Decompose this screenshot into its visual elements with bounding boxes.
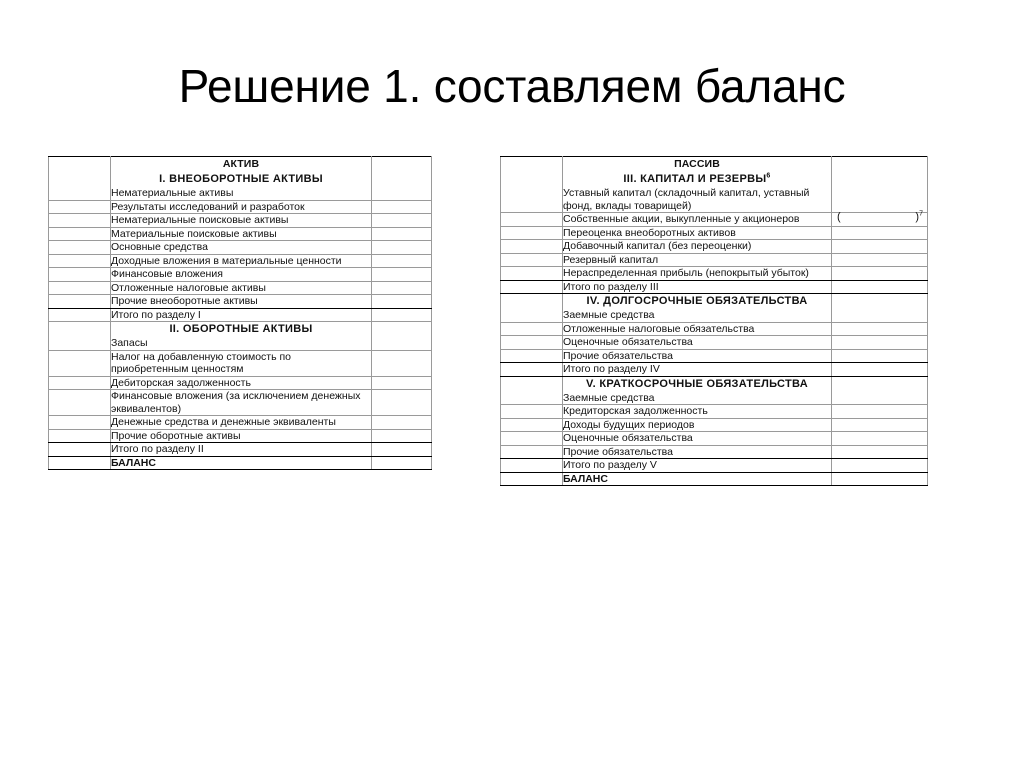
section-total-label: Итого по разделу V [563, 459, 657, 471]
value-cell[interactable] [372, 281, 432, 295]
line-item-label: Нераспределенная прибыль (непокрытый убыток) [563, 267, 809, 279]
code-cell [49, 376, 111, 390]
value-cell[interactable] [372, 350, 432, 376]
line-item-cell [111, 281, 372, 295]
value-cell[interactable] [372, 295, 432, 309]
table-row [501, 445, 928, 459]
value-cell[interactable] [372, 429, 432, 443]
value-cell[interactable] [832, 157, 928, 213]
code-cell [49, 200, 111, 214]
table-row [49, 416, 432, 430]
value-cell[interactable] [832, 226, 928, 240]
value-cell[interactable] [372, 322, 432, 351]
table-row [49, 254, 432, 268]
liability-table-heading: ПАССИВ [674, 158, 720, 170]
value-cell[interactable] [832, 376, 928, 405]
line-item-label: Основные средства [111, 241, 208, 253]
table-row [501, 405, 928, 419]
code-cell [501, 253, 563, 267]
table-row-total [501, 363, 928, 377]
line-item-cell [111, 227, 372, 241]
table-row [501, 432, 928, 446]
line-item-label: Переоценка внеоборотных активов [563, 226, 736, 239]
table-row [49, 241, 432, 255]
code-cell [501, 294, 563, 323]
line-item-cell [111, 390, 372, 416]
asset-table-heading: АКТИВ [222, 158, 260, 170]
code-cell [501, 376, 563, 405]
section-total-label: Итого по разделу I [111, 308, 201, 321]
line-item-label: Доходы будущих периодов [563, 418, 695, 431]
line-item-label: Прочие внеоборотные активы [111, 295, 258, 307]
line-item-label: Материальные поисковые активы [111, 227, 277, 240]
code-cell [501, 336, 563, 350]
code-cell [49, 456, 111, 470]
value-cell[interactable] [372, 443, 432, 457]
section-total-cell [563, 363, 832, 377]
line-item-cell [111, 350, 372, 376]
line-item-label: Кредиторская задолженность [563, 405, 708, 417]
line-item-label: Нематериальные активы [111, 187, 234, 199]
section-header-cell [111, 157, 372, 201]
table-row [501, 418, 928, 432]
page-title: Решение 1. составляем баланс [178, 60, 846, 112]
value-cell[interactable] [832, 418, 928, 432]
code-cell [49, 416, 111, 430]
code-cell [49, 429, 111, 443]
section-total-cell [563, 280, 832, 294]
value-cell[interactable] [372, 376, 432, 390]
value-cell-bracketed[interactable] [832, 210, 928, 227]
line-item-label: Резервный капитал [563, 253, 659, 266]
line-item-label: Оценочные обязательства [563, 336, 693, 348]
line-item-label: Отложенные налоговые обязательства [563, 322, 755, 335]
line-item-cell [563, 349, 832, 363]
line-item-label: Денежные средства и денежные эквиваленты [111, 416, 336, 428]
line-item-label: Прочие обязательства [563, 349, 673, 362]
value-cell[interactable] [372, 416, 432, 430]
line-item-cell [563, 445, 832, 459]
value-cell[interactable] [372, 214, 432, 228]
line-item-cell [563, 267, 832, 281]
line-item-label: Отложенные налоговые активы [111, 281, 266, 294]
line-item-label: Дебиторская задолженность [111, 376, 251, 389]
liability-balance-table [500, 156, 928, 486]
section-title-3-text: III. КАПИТАЛ И РЕЗЕРВЫ [623, 173, 767, 185]
table-row [501, 157, 928, 213]
table-row [501, 267, 928, 281]
value-cell[interactable] [832, 405, 928, 419]
value-cell[interactable] [372, 456, 432, 470]
table-row [501, 376, 928, 405]
table-row [501, 240, 928, 254]
value-cell[interactable] [832, 432, 928, 446]
line-item-cell [563, 418, 832, 432]
section-title-5: V. КРАТКОСРОЧНЫЕ ОБЯЗАТЕЛЬСТВА [586, 377, 808, 390]
table-row [501, 253, 928, 267]
code-cell [501, 405, 563, 419]
table-row [501, 349, 928, 363]
table-row [49, 429, 432, 443]
table-row [49, 227, 432, 241]
value-cell[interactable] [372, 308, 432, 322]
value-cell[interactable] [832, 253, 928, 267]
code-cell [501, 157, 563, 213]
code-cell [49, 214, 111, 228]
line-item-cell [563, 253, 832, 267]
value-cell[interactable] [832, 267, 928, 281]
line-item-cell [563, 322, 832, 336]
section-header-cell [563, 157, 832, 213]
line-item-label: Результаты исследований и разработок [111, 200, 305, 213]
section-total-cell [111, 443, 372, 457]
value-cell[interactable] [372, 227, 432, 241]
line-item-cell [111, 429, 372, 443]
balance-total-label: БАЛАНС [563, 472, 608, 485]
line-item-cell [563, 432, 832, 446]
table-row-total [49, 308, 432, 322]
code-cell [49, 295, 111, 309]
code-cell [49, 281, 111, 295]
line-item-label: Заемные средства [563, 391, 655, 404]
balance-total-cell [563, 472, 832, 486]
value-cell[interactable] [832, 336, 928, 350]
code-cell [49, 254, 111, 268]
value-cell[interactable] [832, 459, 928, 473]
line-item-cell [111, 268, 372, 282]
line-item-label: Запасы [111, 337, 148, 349]
line-item-cell [563, 336, 832, 350]
value-cell[interactable] [372, 200, 432, 214]
table-row [49, 376, 432, 390]
code-cell [501, 472, 563, 486]
section-total-label: Итого по разделу III [563, 280, 659, 293]
section-total-cell [563, 459, 832, 473]
value-cell[interactable] [832, 240, 928, 254]
value-cell[interactable] [372, 254, 432, 268]
code-cell [49, 157, 111, 201]
bracket-close-text: ) [915, 210, 920, 223]
line-item-label: Заемные средства [563, 309, 655, 321]
line-item-cell [111, 241, 372, 255]
line-item-cell [111, 214, 372, 228]
value-cell[interactable] [832, 294, 928, 323]
line-item-label: Оценочные обязательства [563, 432, 693, 444]
table-row [49, 322, 432, 351]
line-item-label: Налог на добавленную стоимость по приобретенным ценностям [111, 350, 292, 375]
table-row-total [501, 280, 928, 294]
line-item-label: Финансовые вложения (за исключением денежных эквивалентов) [111, 390, 361, 415]
line-item-label: Нематериальные поисковые активы [111, 214, 289, 226]
bracket-open: ( [837, 210, 841, 223]
section-header-cell [563, 376, 832, 405]
table-row [49, 281, 432, 295]
line-item-cell [111, 295, 372, 309]
line-item-cell [111, 416, 372, 430]
code-cell [501, 349, 563, 363]
balance-total-cell [111, 456, 372, 470]
line-item-cell [563, 226, 832, 240]
section-total-cell [111, 308, 372, 322]
value-cell[interactable] [832, 322, 928, 336]
table-row [501, 213, 928, 227]
balance-total-label: БАЛАНС [111, 456, 156, 469]
section-title-3 [563, 172, 831, 187]
line-item-cell [111, 254, 372, 268]
value-cell[interactable] [372, 157, 432, 201]
code-cell [501, 432, 563, 446]
code-cell [49, 390, 111, 416]
code-cell [501, 322, 563, 336]
code-cell [49, 268, 111, 282]
line-item-label: Добавочный капитал (без переоценки) [563, 240, 752, 252]
line-item-label: Прочие оборотные активы [111, 429, 241, 442]
line-item-cell [563, 240, 832, 254]
value-cell[interactable] [832, 363, 928, 377]
table-row-total [501, 459, 928, 473]
code-cell [501, 213, 563, 227]
section-title-4: IV. ДОЛГОСРОЧНЫЕ ОБЯЗАТЕЛЬСТВА [586, 295, 808, 307]
table-row-balance [49, 456, 432, 470]
code-cell [501, 280, 563, 294]
line-item-cell [111, 376, 372, 390]
line-item-label: Уставный капитал (складочный капитал, уставный фонд, вклады товарищей) [563, 187, 810, 212]
code-cell [49, 308, 111, 322]
value-cell[interactable] [832, 349, 928, 363]
code-cell [501, 445, 563, 459]
code-cell [501, 459, 563, 473]
table-row-total [49, 443, 432, 457]
line-item-label: Финансовые вложения [111, 268, 223, 280]
footnote-marker-7: 7 [919, 210, 923, 218]
line-item-cell [563, 405, 832, 419]
line-item-label: Собственные акции, выкупленные у акционеров [563, 213, 800, 225]
code-cell [49, 443, 111, 457]
code-cell [501, 267, 563, 281]
section-total-label: Итого по разделу II [111, 443, 204, 455]
value-cell[interactable] [372, 268, 432, 282]
table-row [49, 390, 432, 416]
table-row [49, 268, 432, 282]
code-cell [49, 241, 111, 255]
table-row [49, 200, 432, 214]
code-cell [501, 418, 563, 432]
line-item-cell [111, 200, 372, 214]
table-row [49, 214, 432, 228]
value-cell[interactable] [372, 390, 432, 416]
table-row [501, 336, 928, 350]
asset-balance-table [48, 156, 432, 470]
value-cell[interactable] [832, 472, 928, 486]
code-cell [501, 226, 563, 240]
line-item-label: Прочие обязательства [563, 445, 673, 458]
line-item-cell [563, 213, 832, 227]
table-row [501, 226, 928, 240]
value-cell[interactable] [832, 280, 928, 294]
footnote-marker-6: 6 [766, 172, 771, 180]
code-cell [501, 240, 563, 254]
table-row [49, 295, 432, 309]
section-title-2: II. ОБОРОТНЫЕ АКТИВЫ [169, 323, 313, 335]
table-row-balance [501, 472, 928, 486]
bracket-close [915, 212, 923, 224]
line-item-label: Доходные вложения в материальные ценности [111, 254, 342, 267]
value-cell[interactable] [832, 445, 928, 459]
table-row [49, 350, 432, 376]
section-total-label: Итого по разделу IV [563, 363, 660, 375]
section-header-cell [563, 294, 832, 323]
table-row [501, 294, 928, 323]
code-cell [49, 227, 111, 241]
value-cell[interactable] [372, 241, 432, 255]
table-row [501, 322, 928, 336]
table-row [49, 157, 432, 201]
code-cell [49, 322, 111, 351]
section-header-cell [111, 322, 372, 351]
code-cell [49, 350, 111, 376]
section-title-1: I. ВНЕОБОРОТНЫЕ АКТИВЫ [159, 173, 323, 185]
code-cell [501, 363, 563, 377]
